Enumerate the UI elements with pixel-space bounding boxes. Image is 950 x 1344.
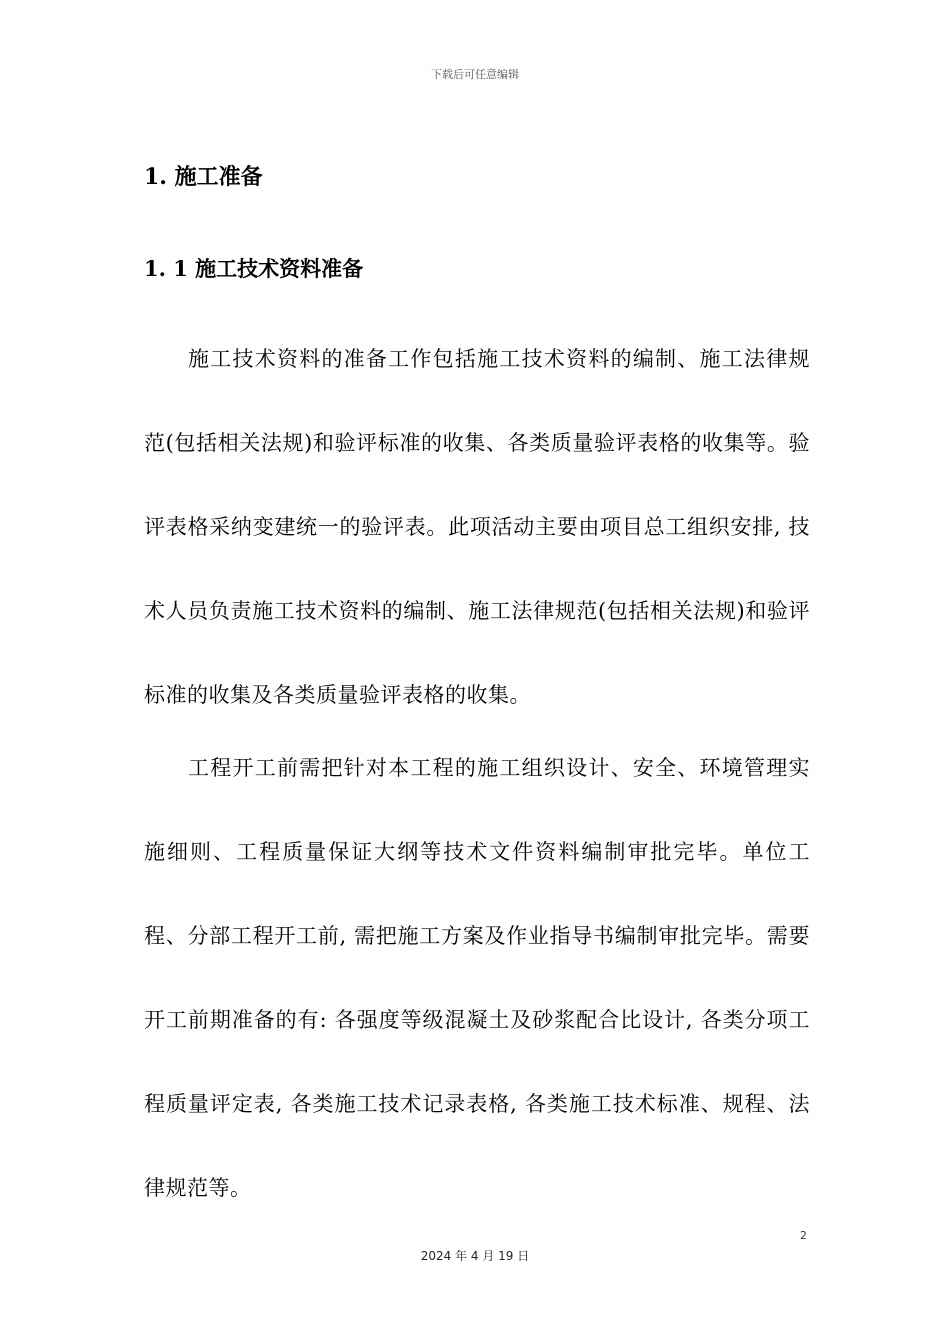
body-paragraph-1: 施工技术资料的准备工作包括施工技术资料的编制、施工法律规范(包括相关法规)和验评标准的收集、各类质量验评表格的收集等。验评表格采纳变建统一的验评表。此项活动主要由项目总工组织安排, 技术人员负责施工技术资料的编制、施工法律规范(包括相关法规)和验评标准的收集及各类质量验评表格的收集。 xyxy=(144,347,810,707)
subsection-heading: 1. 1 施工技术资料准备 xyxy=(144,256,364,281)
section-heading: 1. 施工准备 xyxy=(144,164,263,190)
body-paragraph-2: 工程开工前需把针对本工程的施工组织设计、安全、环境管理实施细则、工程质量保证大纲等技术文件资料编制审批完毕。单位工程、分部工程开工前, 需把施工方案及作业指导书编制审批完毕。需要开工前期准备的有: 各强度等级混凝土及砂浆配合比设计, 各类分项工程质量评定表, 各类施工技术记录表格, 各类施工技术标准、规程、法律规范等。 xyxy=(144,756,810,1200)
page-footer-date: 2024 年 4 月 19 日 xyxy=(420,1249,530,1263)
page-header: 下载后可任意编辑 xyxy=(431,68,519,81)
page-number: 2 xyxy=(800,1229,807,1242)
